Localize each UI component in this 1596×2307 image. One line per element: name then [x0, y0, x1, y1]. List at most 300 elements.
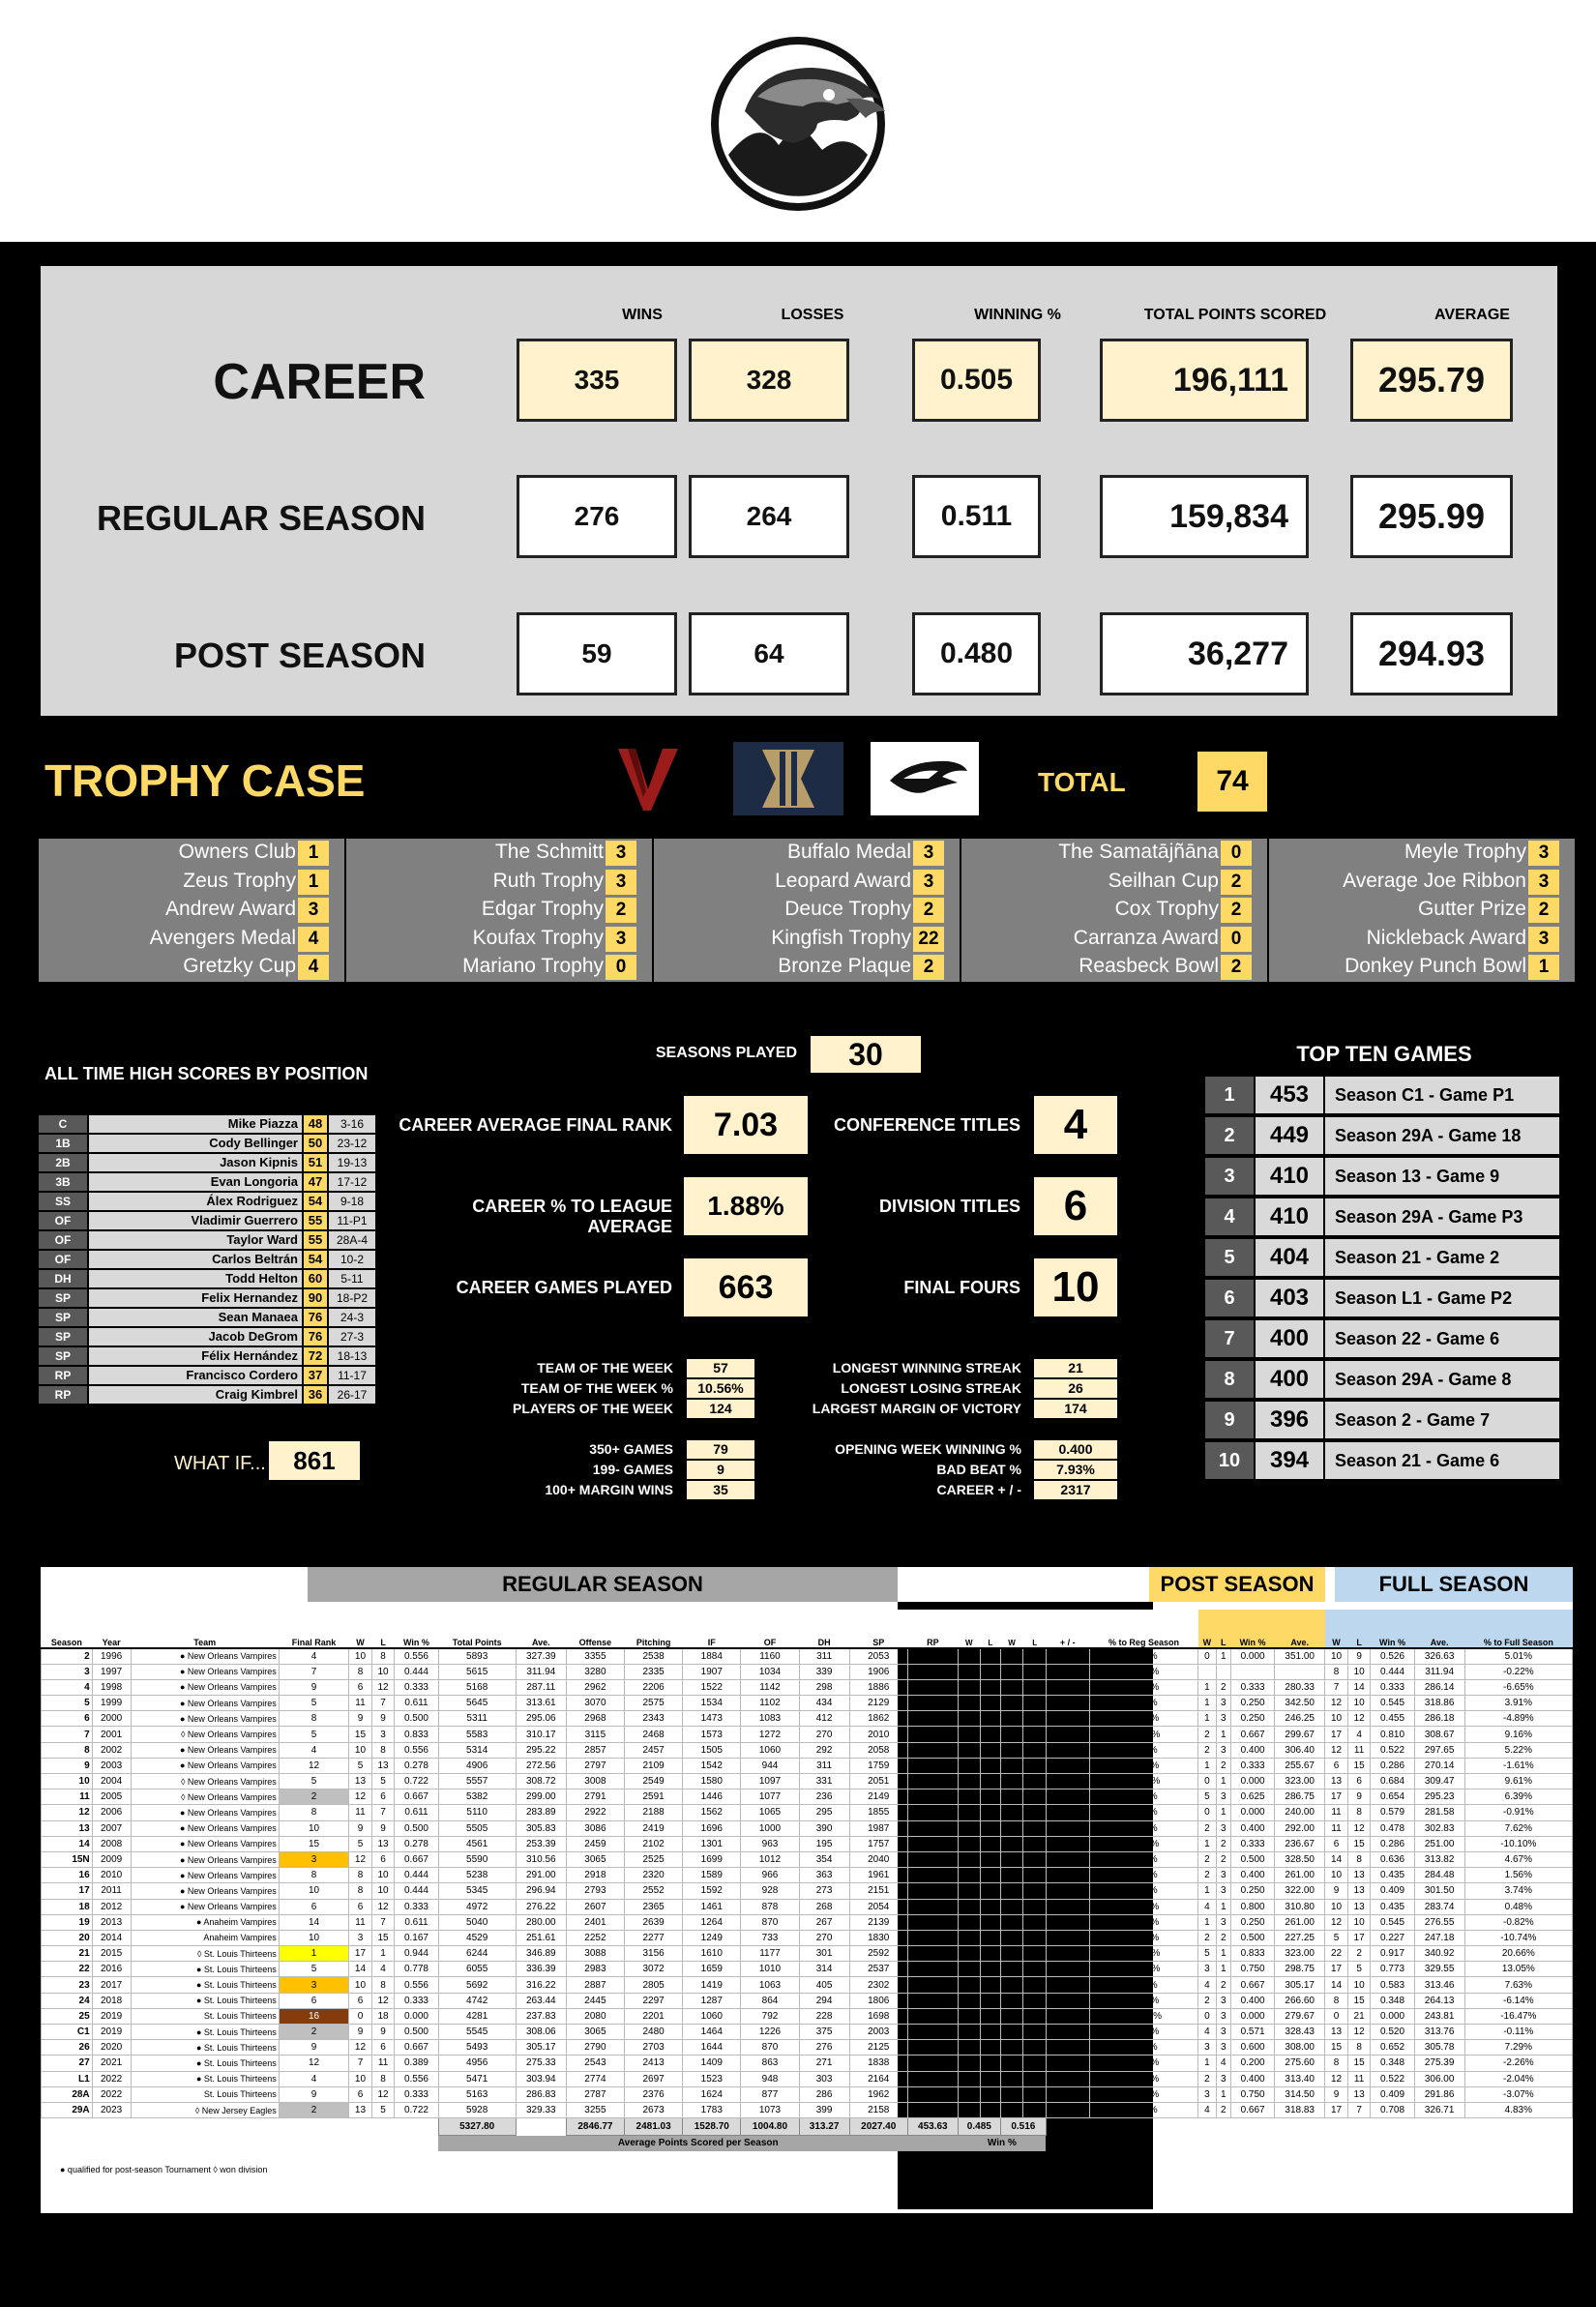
- table-cell: 280.33: [1275, 1679, 1325, 1695]
- table-cell: 6: [349, 1899, 372, 1914]
- table-cell: 0.444: [395, 1868, 438, 1883]
- table-cell: 0.667: [395, 1789, 438, 1805]
- table-cell: 219: [1046, 2025, 1089, 2040]
- table-cell: 0.944: [395, 1946, 438, 1962]
- small-stat-value: 35: [687, 1481, 754, 1499]
- table-cell: 0.556: [395, 1742, 438, 1758]
- trophy-column: [1269, 839, 1575, 982]
- table-cell: 8: [371, 1977, 395, 1993]
- position-row: [39, 1347, 368, 1367]
- trophy-row: [346, 839, 652, 868]
- table-cell: 500: [907, 1914, 958, 1930]
- table-header-row: [42, 1610, 1573, 1648]
- table-cell: 293: [1046, 1648, 1089, 1664]
- table-cell: 2857: [566, 1742, 624, 1758]
- table-cell: 16: [279, 2008, 348, 2024]
- table-cell: 2019: [92, 2008, 131, 2024]
- table-cell: 5: [1000, 2025, 1023, 2040]
- table-cell: 1160: [741, 1648, 799, 1664]
- table-cell: 2459: [566, 1836, 624, 1851]
- table-cell: 5: [1023, 1711, 1047, 1727]
- table-cell: 3: [980, 1977, 1000, 1993]
- table-cell: 326.71: [1414, 2102, 1464, 2117]
- post-points: 36,277: [1100, 612, 1309, 695]
- table-cell: 294: [799, 1993, 849, 2008]
- table-cell: St. Louis Thirteens: [131, 2086, 279, 2102]
- table-cell: 2151: [849, 1883, 907, 1899]
- table-cell: 3: [980, 1805, 1000, 1820]
- table-cell: 877: [741, 2086, 799, 2102]
- table-cell: 4: [980, 1868, 1000, 1883]
- table-cell: -4.78%: [1089, 1679, 1198, 1695]
- table-cell: 7: [279, 1664, 348, 1679]
- table-cell: [1198, 1664, 1216, 1679]
- table-cell: 14: [1325, 1851, 1348, 1867]
- table-cell: 2918: [566, 1868, 624, 1883]
- table-cell: 2021: [92, 2056, 131, 2071]
- table-header-cell: Ave.: [1275, 1610, 1325, 1648]
- table-cell: 0.600: [1230, 2040, 1274, 2056]
- table-cell: 0: [1198, 1648, 1216, 1664]
- top-game-name: Season 29A - Game 8: [1325, 1361, 1559, 1398]
- table-cell: 485: [907, 1851, 958, 1867]
- trophy-name: Reasbeck Bowl: [1079, 955, 1219, 978]
- table-cell: 6: [1000, 1696, 1023, 1711]
- full-season-header: FULL SEASON: [1335, 1567, 1573, 1602]
- table-cell: 2549: [625, 1774, 683, 1789]
- table-cell: 575: [907, 2056, 958, 2071]
- top-game-row: [1205, 1280, 1563, 1316]
- position-week: 11-P1: [329, 1212, 375, 1229]
- table-cell: 309.47: [1414, 1774, 1464, 1789]
- table-cell: 1783: [683, 2102, 741, 2117]
- position-pos: RP: [39, 1386, 87, 1404]
- trophy-name: Edgar Trophy: [481, 898, 604, 921]
- trophy-count: 3: [1528, 870, 1559, 895]
- table-cell: 3070: [566, 1696, 624, 1711]
- table-cell: 4: [958, 1727, 980, 1742]
- table-cell: 9: [1000, 1727, 1023, 1742]
- table-cell: 2005: [92, 1789, 131, 1805]
- position-pos: C: [39, 1115, 87, 1133]
- position-score: 72: [304, 1347, 327, 1365]
- table-row: [42, 1836, 1573, 1851]
- trophy-row: [654, 896, 960, 925]
- table-cell: 1: [1198, 1883, 1216, 1899]
- table-cell: 5: [1198, 1946, 1216, 1962]
- trophy-column: [654, 839, 960, 982]
- table-cell: 0.667: [1230, 1727, 1274, 1742]
- table-cell: 0.571: [1230, 2025, 1274, 2040]
- table-cell: 10: [1347, 1696, 1371, 1711]
- table-cell: 1: [980, 2102, 1000, 2117]
- table-cell: 306.40: [1275, 1742, 1325, 1758]
- table-cell: 4: [1347, 1727, 1371, 1742]
- table-cell: 2: [958, 1930, 980, 1945]
- table-cell: 305.17: [516, 2040, 566, 2056]
- table-cell: 1580: [683, 1774, 741, 1789]
- career-summary-panel: [41, 266, 1557, 716]
- table-cell: 2575: [625, 1696, 683, 1711]
- table-row: [42, 1742, 1573, 1758]
- table-cell: 302.83: [1414, 1820, 1464, 1836]
- table-cell: 963: [741, 1836, 799, 1851]
- pct-league-label: CAREER % TO LEAGUE AVERAGE: [472, 1197, 672, 1236]
- table-cell: 322.00: [1275, 1883, 1325, 1899]
- table-cell: 8: [1347, 1851, 1371, 1867]
- table-cell: 491: [907, 1993, 958, 2008]
- table-row: [42, 1962, 1573, 1977]
- table-cell: 2343: [625, 1711, 683, 1727]
- table-cell: 0.227: [1371, 1930, 1414, 1945]
- table-cell: 2774: [566, 2071, 624, 2086]
- table-cell: [980, 1711, 1000, 1727]
- table-cell: 4: [1198, 1899, 1216, 1914]
- table-cell: 2: [1198, 1993, 1216, 2008]
- table-cell: 564: [907, 1946, 958, 1962]
- table-cell: 12: [349, 2040, 372, 2056]
- table-cell: 5583: [438, 1727, 516, 1742]
- table-cell: 7: [349, 2056, 372, 2071]
- small-stat-value: 9: [687, 1461, 754, 1479]
- table-cell: 11: [1325, 1820, 1348, 1836]
- table-cell: 2968: [566, 1711, 624, 1727]
- table-cell: 1077: [741, 1789, 799, 1805]
- trophy-name: Leopard Award: [775, 869, 911, 892]
- table-cell: 0.810: [1371, 1727, 1414, 1742]
- table-cell: 10: [279, 1820, 348, 1836]
- table-cell: 14: [42, 1836, 93, 1851]
- table-cell: 2: [980, 2025, 1000, 2040]
- table-cell: 9.16%: [1464, 1727, 1572, 1742]
- table-cell: 298.75: [1275, 1962, 1325, 1977]
- table-cell: 1000: [741, 1820, 799, 1836]
- table-row: [42, 2071, 1573, 2086]
- table-cell: 291.00: [516, 1868, 566, 1883]
- trophy-row: [1269, 925, 1575, 954]
- trophy-name: Zeus Trophy: [183, 869, 296, 892]
- table-cell: 2102: [625, 1836, 683, 1851]
- table-cell: ● New Orleans Vampires: [131, 1664, 279, 1679]
- table-cell: 7.13%: [1089, 2040, 1198, 2056]
- position-week: 23-12: [329, 1135, 375, 1152]
- table-cell: 2607: [566, 1899, 624, 1914]
- table-cell: [958, 1851, 980, 1867]
- table-cell: 3: [1198, 2040, 1216, 2056]
- table-cell: 13: [1347, 1899, 1371, 1914]
- table-cell: 12: [349, 1851, 372, 1867]
- table-cell: 279.67: [1275, 2008, 1325, 2024]
- table-cell: [958, 1648, 980, 1664]
- trophy-count: 3: [1528, 841, 1559, 866]
- table-cell: 0.348: [1371, 1993, 1414, 2008]
- table-cell: 2017: [92, 1977, 131, 1993]
- table-cell: 2023: [92, 2102, 131, 2117]
- table-cell: 7: [1325, 1679, 1348, 1695]
- table-cell: 29A: [42, 2102, 93, 2117]
- top-game-score: 394: [1256, 1442, 1323, 1479]
- table-cell: 8: [349, 1868, 372, 1883]
- table-cell: 1696: [683, 1820, 741, 1836]
- table-cell: 1961: [849, 1868, 907, 1883]
- table-cell: 2457: [625, 1742, 683, 1758]
- table-cell: 3: [1216, 2008, 1230, 2024]
- position-row: [39, 1154, 368, 1173]
- table-cell: 2: [1198, 1727, 1216, 1742]
- table-header-cell: Offense: [566, 1610, 624, 1648]
- table-cell: 414: [907, 2086, 958, 2102]
- table-cell: 2: [1216, 1977, 1230, 1993]
- table-cell: 251.00: [1414, 1836, 1464, 1851]
- table-cell: 2480: [625, 2025, 683, 2040]
- table-cell: 299.67: [1275, 1727, 1325, 1742]
- table-cell: 1830: [849, 1930, 907, 1945]
- table-cell: 228: [799, 2008, 849, 2024]
- table-footnote: ● qualified for post-season Tournament ◊ won division: [60, 2165, 268, 2174]
- table-cell: 3: [1216, 1820, 1230, 1836]
- trophy-row: [654, 868, 960, 897]
- table-cell: 1542: [683, 1758, 741, 1773]
- table-cell: 1: [958, 1758, 980, 1773]
- table-cell: 4: [1000, 2056, 1023, 2071]
- small-stat-value: 2317: [1034, 1481, 1117, 1499]
- table-cell: -0.82%: [1464, 1914, 1572, 1930]
- table-cell: 0.278: [395, 1758, 438, 1773]
- table-cell: 5615: [438, 1664, 516, 1679]
- table-cell: 928: [741, 1883, 799, 1899]
- table-cell: 1522: [683, 1679, 741, 1695]
- table-cell: 5.37%: [1089, 1742, 1198, 1758]
- table-cell: 2004: [92, 1774, 131, 1789]
- table-cell: 281.58: [1414, 1805, 1464, 1820]
- table-row: [42, 1883, 1573, 1899]
- table-cell: ● St. Louis Thirteens: [131, 1977, 279, 1993]
- final-fours-value: 10: [1034, 1258, 1117, 1316]
- top-game-row: [1205, 1320, 1563, 1357]
- position-week: 24-3: [329, 1309, 375, 1326]
- footer-cell: 453.63: [907, 2118, 958, 2136]
- table-cell: 15: [279, 1836, 348, 1851]
- position-score: 37: [304, 1367, 327, 1384]
- table-cell: 253.39: [516, 1836, 566, 1851]
- table-cell: 2018: [92, 1993, 131, 2008]
- table-header-cell: RP: [907, 1610, 958, 1648]
- table-cell: 2164: [849, 2071, 907, 2086]
- small-stat-value: 7.93%: [1034, 1461, 1117, 1479]
- table-cell: 301.50: [1414, 1883, 1464, 1899]
- table-row: [42, 1711, 1573, 1727]
- trophy-name: Kingfish Trophy: [771, 926, 911, 949]
- table-cell: 243.81: [1414, 2008, 1464, 2024]
- table-cell: 295.23: [1414, 1789, 1464, 1805]
- table-cell: 0.611: [395, 1805, 438, 1820]
- table-cell: 3: [980, 1914, 1000, 1930]
- table-cell: [980, 1883, 1000, 1899]
- position-score: 47: [304, 1173, 327, 1191]
- table-cell: ● New Orleans Vampires: [131, 1679, 279, 1695]
- table-cell: 305.17: [1275, 1977, 1325, 1993]
- table-row: [42, 2040, 1573, 2056]
- table-cell: 2591: [625, 1789, 683, 1805]
- table-cell: 2002: [92, 1742, 131, 1758]
- table-cell: 7.62%: [1464, 1820, 1572, 1836]
- table-cell: 12: [1325, 2071, 1348, 2086]
- table-cell: 1249: [683, 1930, 741, 1945]
- trophy-count: 3: [298, 898, 329, 923]
- table-cell: 2543: [566, 2056, 624, 2071]
- table-cell: 5: [1023, 2071, 1047, 2086]
- trophy-count: 3: [606, 927, 636, 952]
- table-cell: 1060: [683, 2008, 741, 2024]
- position-week: 3-16: [329, 1115, 375, 1133]
- position-score: 76: [304, 1328, 327, 1346]
- table-cell: 3086: [566, 1820, 624, 1836]
- trophy-row: [654, 953, 960, 982]
- table-cell: 2: [1198, 1742, 1216, 1758]
- trophy-name: Cox Trophy: [1114, 898, 1219, 921]
- table-cell: 3: [1023, 1774, 1047, 1789]
- table-row: [42, 2102, 1573, 2117]
- top-game-rank: 3: [1205, 1158, 1254, 1195]
- table-cell: 3: [980, 1962, 1000, 1977]
- position-pos: 1B: [39, 1135, 87, 1152]
- table-cell: 1287: [683, 1993, 741, 2008]
- table-cell: 2080: [566, 2008, 624, 2024]
- table-cell: 15N: [42, 1851, 93, 1867]
- table-cell: 477: [907, 2025, 958, 2040]
- table-cell: 2962: [566, 1679, 624, 1695]
- table-cell: 6: [371, 1789, 395, 1805]
- table-cell: 7.29%: [1464, 2040, 1572, 2056]
- small-stat-label: 350+ GAMES: [589, 1441, 673, 1457]
- career-average: 295.79: [1350, 339, 1513, 422]
- position-week: 18-P2: [329, 1289, 375, 1307]
- table-cell: 6: [42, 1711, 93, 1727]
- table-cell: 3: [1198, 1962, 1216, 1977]
- small-stat-label: 100+ MARGIN WINS: [545, 1482, 673, 1497]
- top-game-score: 403: [1256, 1280, 1323, 1316]
- avg-points-label: Average Points Scored per Season: [438, 2136, 958, 2151]
- table-cell: 1886: [849, 1679, 907, 1695]
- table-cell: 268: [799, 1899, 849, 1914]
- position-name: Evan Longoria: [89, 1173, 302, 1191]
- table-cell: 311: [907, 1899, 958, 1914]
- table-cell: 7: [1023, 1758, 1047, 1773]
- table-cell: 1505: [683, 1742, 741, 1758]
- table-cell: 2001: [92, 1727, 131, 1742]
- table-cell: 0.400: [1230, 1868, 1274, 1883]
- table-cell: 286: [799, 2086, 849, 2102]
- top-game-row: [1205, 1361, 1563, 1398]
- table-cell: 0.652: [1371, 2040, 1414, 2056]
- table-cell: 5: [1347, 1962, 1371, 1977]
- trophy-row: [961, 953, 1267, 982]
- table-cell: 0: [958, 2008, 980, 2024]
- table-cell: 7: [1000, 1962, 1023, 1977]
- table-cell: 1096: [1046, 1962, 1089, 1977]
- table-cell: 308.67: [1414, 1727, 1464, 1742]
- table-cell: 13: [1325, 1774, 1348, 1789]
- table-cell: 0.444: [395, 1883, 438, 1899]
- seasons-played-value: 30: [811, 1036, 921, 1073]
- table-cell: 4561: [438, 1836, 516, 1851]
- table-cell: 0.250: [1230, 1883, 1274, 1899]
- table-cell: 0: [1000, 2008, 1023, 2024]
- position-row: [39, 1270, 364, 1289]
- trophy-name: Average Joe Ribbon: [1343, 869, 1526, 892]
- table-cell: 0.250: [1230, 1914, 1274, 1930]
- table-cell: 792: [741, 2008, 799, 2024]
- table-cell: 345: [907, 1836, 958, 1851]
- table-cell: 1: [1198, 1679, 1216, 1695]
- top-game-score: 410: [1256, 1158, 1323, 1195]
- table-cell: 1473: [683, 1711, 741, 1727]
- position-week: 11-17: [329, 1367, 375, 1384]
- trophy-row: [346, 896, 652, 925]
- table-cell: 2: [1198, 2071, 1216, 2086]
- top-game-row: [1205, 1442, 1563, 1479]
- table-cell: 2335: [625, 1664, 683, 1679]
- trophy-count: 3: [913, 841, 944, 866]
- table-cell: 7: [1000, 1648, 1023, 1664]
- table-cell: 310.56: [516, 1851, 566, 1867]
- table-cell: 298: [799, 1679, 849, 1695]
- career-wins: 335: [517, 339, 677, 422]
- table-cell: 1699: [683, 1851, 741, 1867]
- footer-cell: 2027.40: [849, 2118, 907, 2136]
- trophy-case-title: TROPHY CASE: [44, 755, 366, 806]
- trophy-row: [1269, 953, 1575, 982]
- table-cell: 0.708: [1371, 2102, 1414, 2117]
- table-cell: 4: [980, 1899, 1000, 1914]
- table-cell: 0.409: [1371, 1883, 1414, 1899]
- table-cell: 5: [349, 1758, 372, 1773]
- table-cell: 578: [907, 2040, 958, 2056]
- table-cell: 342.50: [1275, 1696, 1325, 1711]
- table-cell: 2.55%: [1089, 1868, 1198, 1883]
- table-cell: ● Anaheim Vampires: [131, 1914, 279, 1930]
- table-cell: 17: [1325, 1789, 1348, 1805]
- trophy-name: Avengers Medal: [149, 926, 296, 949]
- table-cell: 4.67%: [1464, 1851, 1572, 1867]
- table-cell: 3: [958, 1914, 980, 1930]
- table-cell: 2703: [625, 2040, 683, 2056]
- table-cell: -169: [1046, 2086, 1089, 2102]
- table-cell: 2: [1216, 2102, 1230, 2117]
- table-cell: 2139: [849, 1914, 907, 1930]
- table-cell: 0.583: [1371, 1977, 1414, 1993]
- table-header-cell: L: [1023, 1610, 1047, 1648]
- table-cell: 3008: [566, 1774, 624, 1789]
- position-pos: SP: [39, 1328, 87, 1346]
- table-cell: 22: [42, 1962, 93, 1977]
- table-cell: 0.09%: [1089, 1805, 1198, 1820]
- table-cell: 10: [349, 1648, 372, 1664]
- table-cell: ● New Orleans Vampires: [131, 1820, 279, 1836]
- trophy-row: [1269, 896, 1575, 925]
- table-cell: 3: [1216, 1742, 1230, 1758]
- position-pos: SP: [39, 1347, 87, 1365]
- table-cell: 29: [1046, 1883, 1089, 1899]
- table-cell: -9.72%: [1089, 1930, 1198, 1945]
- table-cell: ● New Orleans Vampires: [131, 1883, 279, 1899]
- table-cell: 314: [799, 1962, 849, 1977]
- table-cell: 197: [1046, 1820, 1089, 1836]
- table-cell: 2: [1216, 1679, 1230, 1695]
- position-week: 26-17: [329, 1386, 375, 1404]
- position-week: 17-12: [329, 1173, 375, 1191]
- table-cell: 286.18: [1414, 1711, 1464, 1727]
